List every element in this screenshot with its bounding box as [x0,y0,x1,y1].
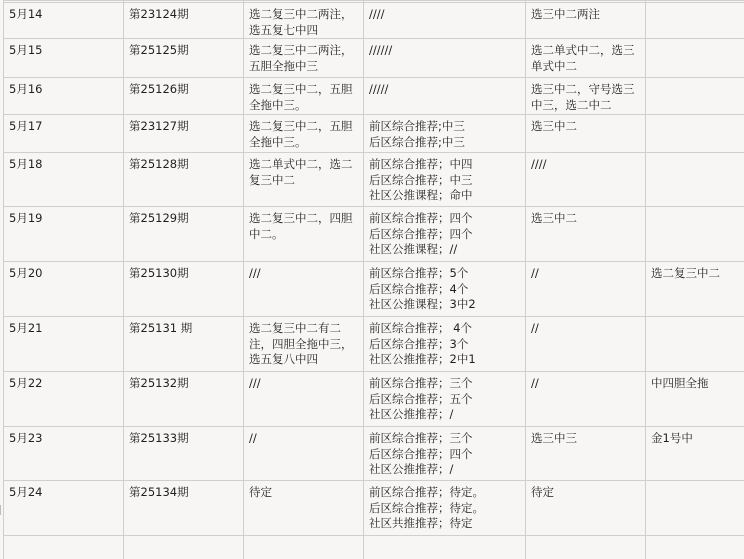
table-row [4,372,744,427]
issue-cell[interactable]: 第25133期 [124,427,244,481]
extra-cell[interactable] [646,536,744,559]
result-cell[interactable]: 选三中二两注 [526,3,646,39]
table-row [4,481,744,536]
issue-cell[interactable]: 第25131 期 [124,317,244,372]
date-cell[interactable]: 5月14 [4,3,124,39]
recommendation-cell[interactable]: 前区综合推荐；四个 后区综合推荐；四个 社区公推课程；// [364,207,526,262]
result-cell[interactable]: //// [526,153,646,207]
date-cell[interactable]: 5月19 [4,207,124,262]
issue-cell[interactable]: 第25128期 [124,153,244,207]
extra-cell[interactable] [646,78,744,115]
recommendation-cell[interactable]: 前区综合推荐；三个 后区综合推荐；五个 社区公推推荐；/ [364,372,526,427]
date-cell[interactable]: 5月23 [4,427,124,481]
extra-cell[interactable] [646,3,744,39]
recommendation-cell[interactable]: //// [364,3,526,39]
result-cell[interactable]: 待定 [526,481,646,536]
plan-cell[interactable] [244,536,364,559]
date-cell[interactable]: 5月20 [4,262,124,317]
extra-cell[interactable] [646,207,744,262]
result-cell[interactable]: 选三中二，守号选三中三，选二中二 [526,78,646,115]
result-cell[interactable]: 选二单式中二，选三单式中二 [526,39,646,78]
plan-cell[interactable]: 待定 [244,481,364,536]
date-cell[interactable]: 5月15 [4,39,124,78]
result-cell[interactable]: // [526,372,646,427]
recommendation-cell[interactable]: ////// [364,39,526,78]
extra-cell[interactable] [646,153,744,207]
issue-cell[interactable]: 第25125期 [124,39,244,78]
plan-cell[interactable]: 选二复三中二，五胆全拖中三。 [244,115,364,153]
date-cell[interactable]: 5月24 [4,481,124,536]
extra-cell[interactable]: 中四胆全拖 [646,372,744,427]
date-cell[interactable]: 5月16 [4,78,124,115]
plan-cell[interactable]: /// [244,262,364,317]
recommendation-cell[interactable]: 前区综合推荐；三个 后区综合推荐；四个 社区公推推荐；/ [364,427,526,481]
table-row [4,78,744,115]
issue-cell[interactable]: 第23127期 [124,115,244,153]
result-cell[interactable]: // [526,262,646,317]
table-row [4,39,744,78]
table-row [4,115,744,153]
table-row [4,207,744,262]
date-cell[interactable] [4,536,124,559]
extra-cell[interactable]: 选二复三中二 [646,262,744,317]
issue-cell[interactable] [124,536,244,559]
extra-cell[interactable]: 金1号中 [646,427,744,481]
plan-cell[interactable]: /// [244,372,364,427]
recommendation-cell[interactable]: 前区综合推荐；5个 后区综合推荐；4个 社区公推课程；3中2 [364,262,526,317]
issue-cell[interactable]: 第25132期 [124,372,244,427]
table-row [4,427,744,481]
plan-cell[interactable]: // [244,427,364,481]
plan-cell[interactable]: 选二复三中二两注，五胆全拖中三 [244,39,364,78]
recommendation-cell[interactable]: 前区综合推荐;中三 后区综合推荐;中三 [364,115,526,153]
date-cell[interactable]: 5月18 [4,153,124,207]
extra-cell[interactable] [646,317,744,372]
extra-cell[interactable] [646,481,744,536]
result-cell[interactable]: 选三中二 [526,207,646,262]
plan-cell[interactable]: 选二复三中二，五胆全拖中三。 [244,78,364,115]
extra-cell[interactable] [646,39,744,78]
issue-cell[interactable]: 第25134期 [124,481,244,536]
table-row [4,262,744,317]
recommendation-cell[interactable]: ///// [364,78,526,115]
issue-cell[interactable]: 第23124期 [124,3,244,39]
recommendation-cell[interactable]: 前区综合推荐；待定。 后区综合推荐；待定。 社区共推推荐；待定 [364,481,526,536]
result-cell[interactable]: 选三中三 [526,427,646,481]
plan-cell[interactable]: 选二复三中二，四胆中二。 [244,207,364,262]
extra-cell[interactable] [646,115,744,153]
recommendation-cell[interactable] [364,536,526,559]
date-cell[interactable]: 5月17 [4,115,124,153]
issue-cell[interactable]: 第25126期 [124,78,244,115]
recommendation-cell[interactable]: 前区综合推荐； 4个 后区综合推荐；3个 社区公推推荐；2中1 [364,317,526,372]
result-cell[interactable]: 选三中二 [526,115,646,153]
issue-cell[interactable]: 第25129期 [124,207,244,262]
table-row [4,536,744,559]
plan-cell[interactable]: 选二单式中二，选二复三中二 [244,153,364,207]
date-cell[interactable]: 5月21 [4,317,124,372]
table-row [4,317,744,372]
plan-cell[interactable]: 选二复三中二两注，选五复七中四 [244,3,364,39]
date-cell[interactable]: 5月22 [4,372,124,427]
table-row [4,153,744,207]
lottery-record-table [3,0,744,559]
table-row [4,3,744,39]
table-body [4,1,744,559]
result-cell[interactable]: // [526,317,646,372]
plan-cell[interactable]: 选二复三中二有二注，四胆全拖中三，选五复八中四 [244,317,364,372]
issue-cell[interactable]: 第25130期 [124,262,244,317]
result-cell[interactable] [526,536,646,559]
recommendation-cell[interactable]: 前区综合推荐；中四 后区综合推荐；中三 社区公推课程；命中 [364,153,526,207]
